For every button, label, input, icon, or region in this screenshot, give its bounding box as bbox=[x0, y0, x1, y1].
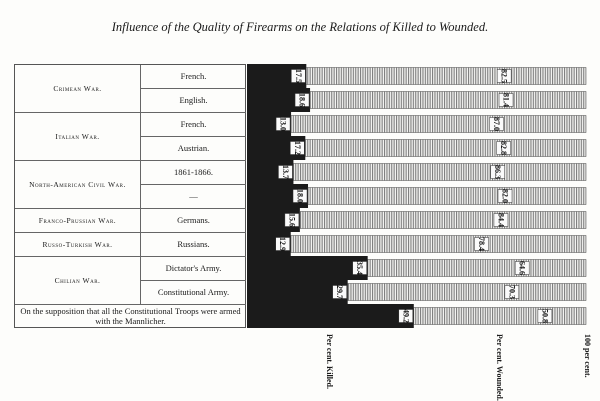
bar-killed bbox=[247, 304, 414, 328]
bar-wounded bbox=[300, 212, 586, 229]
data-label-wounded: 50.8 bbox=[540, 309, 550, 323]
war-name: Russo-Turkish War. bbox=[42, 239, 113, 249]
war-name: Chilian War. bbox=[54, 275, 101, 285]
side-label: Austrian. bbox=[177, 143, 210, 154]
data-label-killed: 35.4 bbox=[355, 261, 365, 275]
bar-wounded bbox=[291, 116, 586, 133]
data-label-killed: 17.2 bbox=[292, 141, 302, 155]
war-name: Crimean War. bbox=[53, 83, 102, 93]
data-label-killed: 18.6 bbox=[297, 93, 307, 107]
bar-wounded bbox=[291, 236, 586, 253]
data-label-killed: 13.0 bbox=[278, 117, 288, 131]
data-label-wounded: 81.4 bbox=[501, 93, 511, 108]
side-label: Dictator's Army. bbox=[165, 263, 222, 274]
side-label: English. bbox=[179, 95, 208, 106]
bar-wounded bbox=[308, 188, 586, 205]
data-label-killed: 12.9 bbox=[278, 237, 288, 251]
data-label-killed: 49.2 bbox=[401, 309, 411, 323]
side-label: — bbox=[189, 191, 198, 202]
axis-label-wounded: Per cent. Wounded. bbox=[495, 334, 504, 401]
data-label-wounded: 78.4 bbox=[477, 237, 487, 251]
data-label-wounded: 64.6 bbox=[517, 261, 527, 275]
data-label-wounded: 82.5 bbox=[499, 69, 509, 84]
chart-title: Influence of the Quality of Firearms on the Relations of Killed to Wounded. bbox=[111, 20, 489, 34]
data-label-wounded: 82.0 bbox=[500, 189, 510, 203]
bar-wounded bbox=[368, 260, 586, 277]
side-label: 1861-1866. bbox=[174, 167, 213, 178]
data-label-killed: 13.7 bbox=[280, 165, 290, 179]
side-label: Germans. bbox=[177, 215, 210, 226]
bar-wounded bbox=[306, 68, 586, 85]
bar-wounded bbox=[414, 308, 586, 325]
war-name: Italian War. bbox=[55, 131, 100, 141]
side-label: French. bbox=[180, 119, 207, 130]
data-label-killed: 15.6 bbox=[287, 213, 297, 227]
data-label-wounded: 86.3 bbox=[493, 165, 503, 179]
data-label-killed: 29.7 bbox=[335, 285, 345, 299]
war-name: North-American Civil War. bbox=[29, 179, 126, 189]
bar-wounded bbox=[305, 140, 586, 157]
axis-label-hundred: 100 per cent. bbox=[583, 334, 592, 378]
bar-wounded bbox=[293, 164, 586, 181]
table-note: On the supposition that all the Constitutional Troops were armed with the Mannlicher. bbox=[20, 306, 241, 326]
bar-killed bbox=[247, 256, 368, 280]
data-label-killed: 17.5 bbox=[293, 69, 303, 83]
war-name: Franco-Prussian War. bbox=[38, 215, 117, 225]
data-label-wounded: 87.0 bbox=[492, 117, 502, 131]
side-label: Russians. bbox=[177, 239, 210, 250]
data-label-killed: 18.0 bbox=[295, 189, 305, 203]
data-label-wounded: 82.8 bbox=[499, 141, 509, 155]
axis-label-killed: Per cent. Killed. bbox=[325, 334, 334, 389]
bar-wounded bbox=[348, 284, 586, 301]
side-label: Constitutional Army. bbox=[157, 287, 230, 298]
data-label-wounded: 84.4 bbox=[496, 212, 506, 227]
bar-wounded bbox=[310, 92, 586, 109]
data-label-wounded: 70.3 bbox=[507, 285, 517, 299]
side-label: French. bbox=[180, 71, 207, 82]
